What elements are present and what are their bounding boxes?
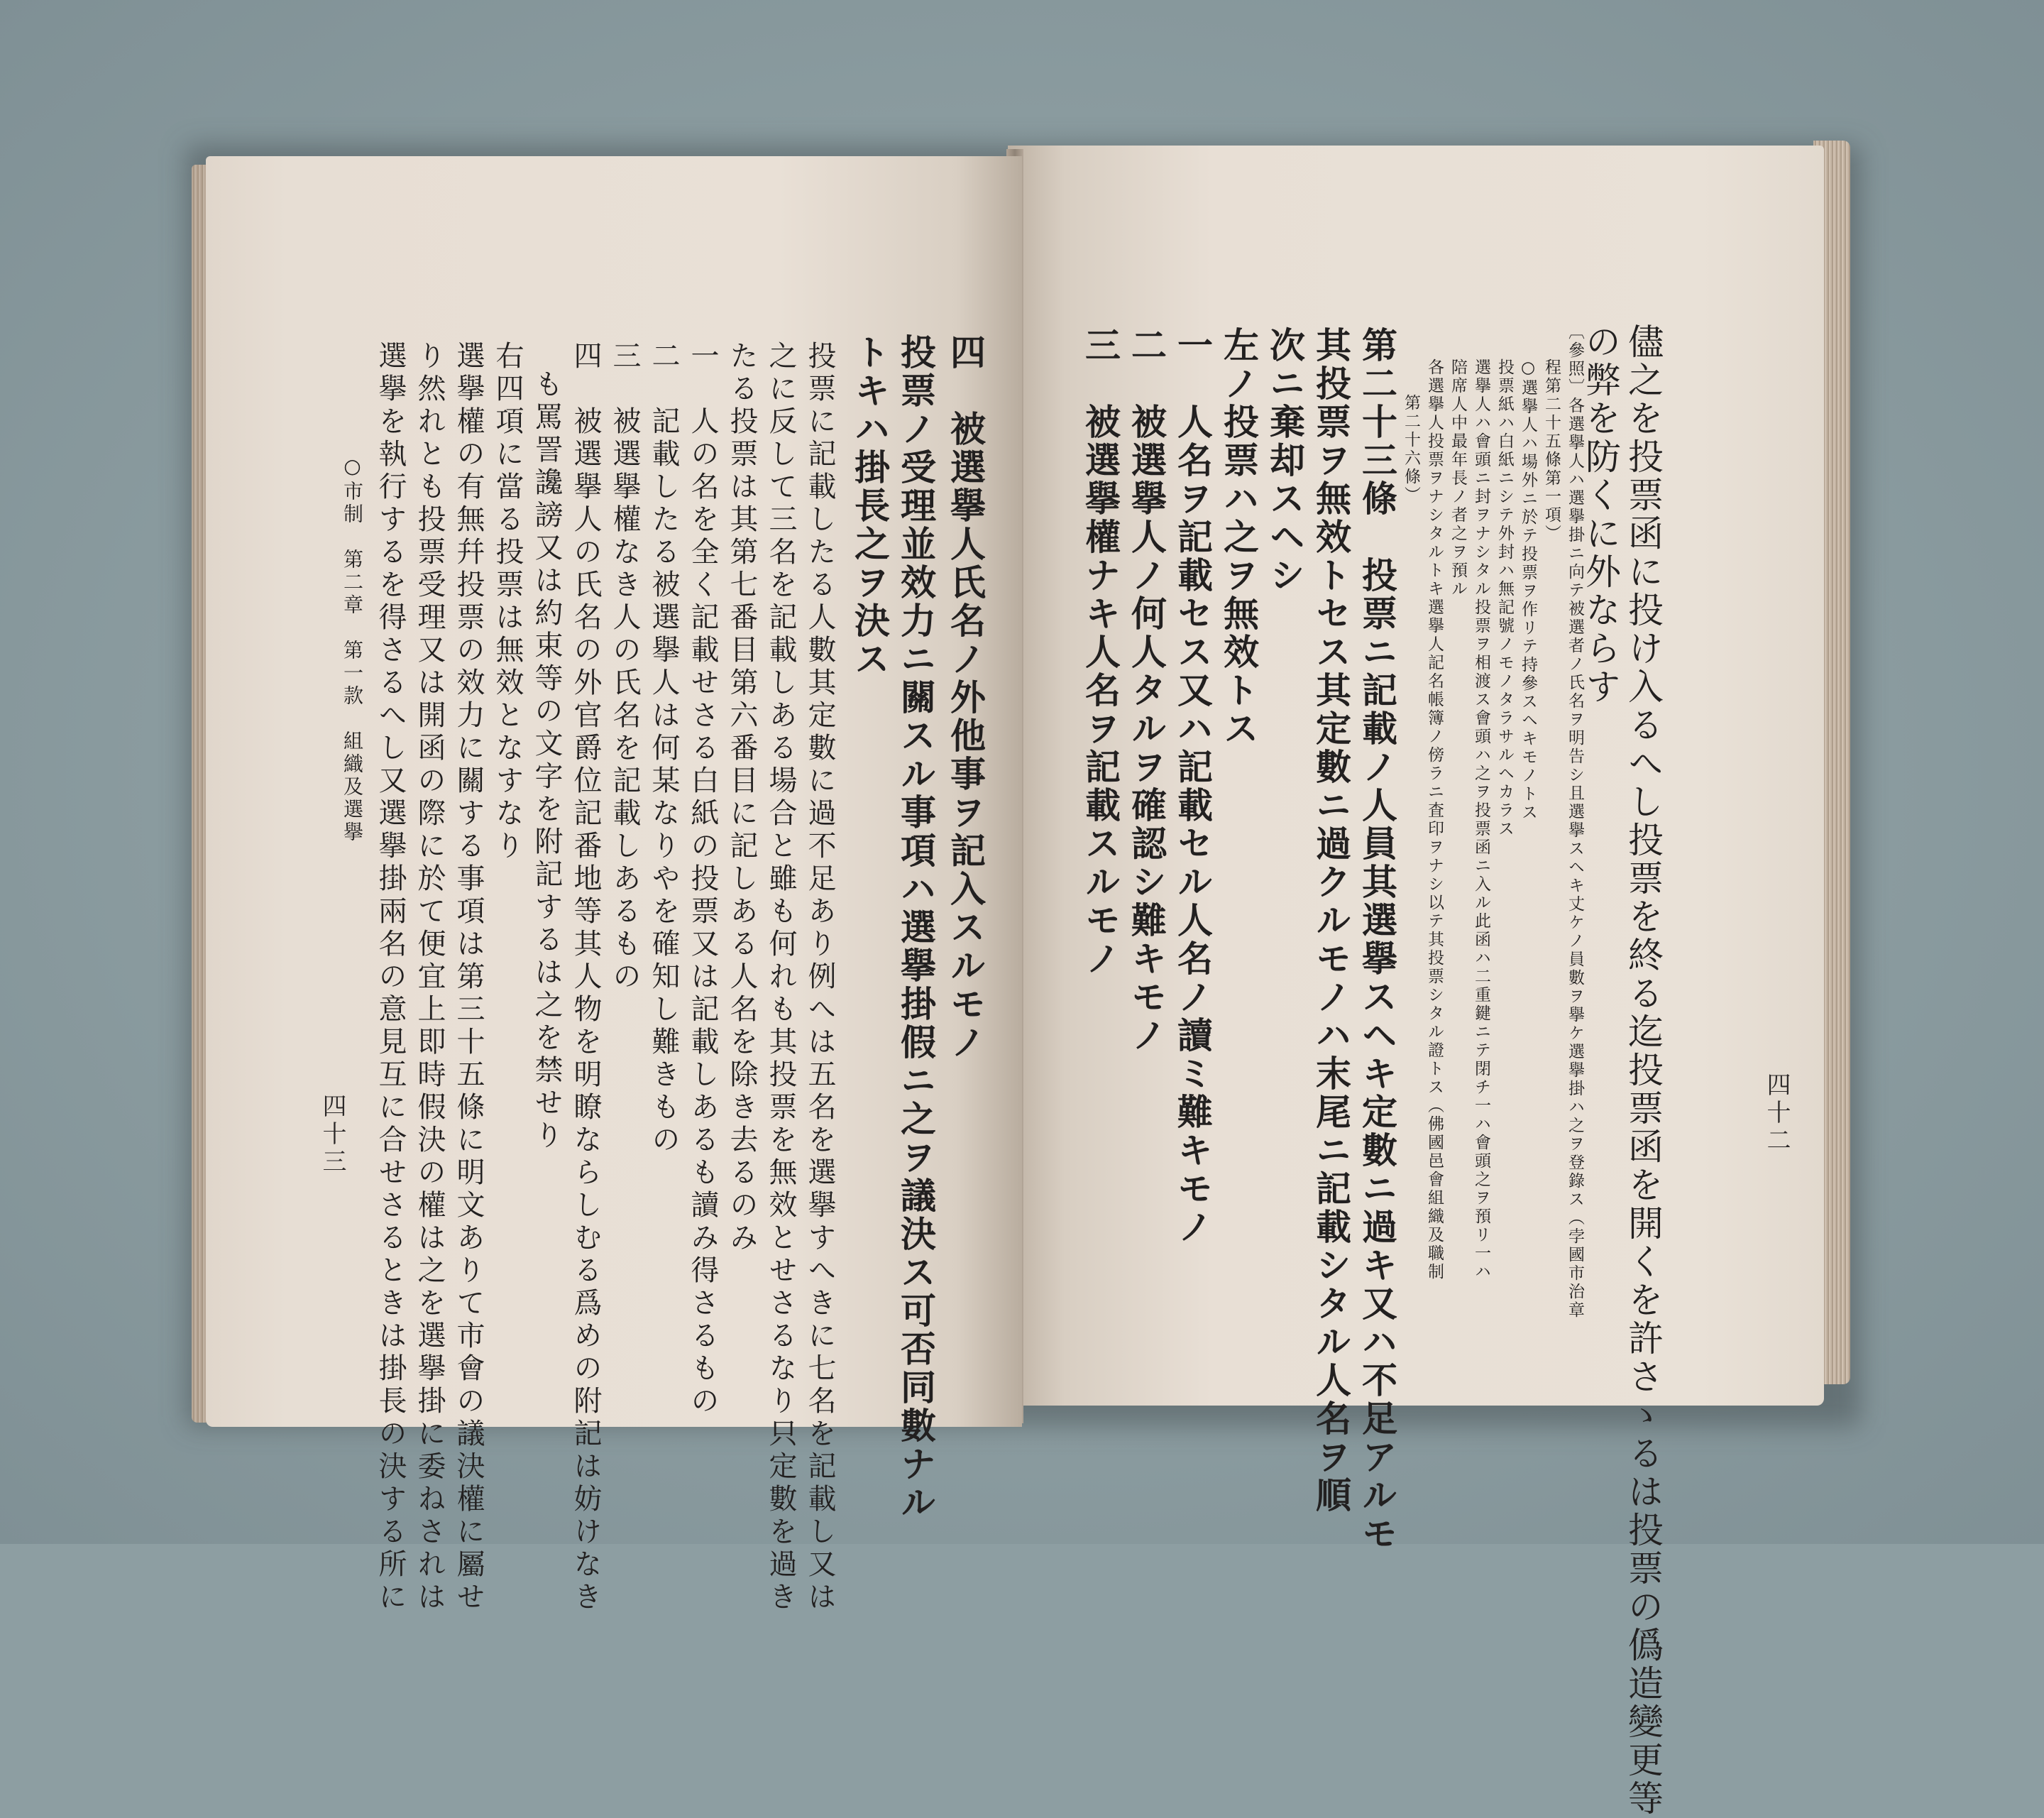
- left-page-commentary-line-1: 投票に記載したる人數其定數に過不足あり例へは五名を選擧すへきに七名を記載し又は: [803, 341, 836, 1614]
- left-page-commentary-line-11: り然れとも投票受理又は開函の際に於て便宜上即時假決の權は之を選擧掛に委ねされは: [413, 341, 446, 1614]
- right-page-number: 四十二: [1762, 1072, 1791, 1155]
- right-page-article-23-line-2: 其投票ヲ無效トセス其定數ニ過クルモノハ末尾ニ記載シタル人名ヲ順: [1310, 327, 1352, 1515]
- right-page-line-9: 各選擧人投票ヲナシタルトキ選擧人記名帳簿ノ傍ラニ査印ヲナシ以テ其投票シタル證トス（佛國邑會組織及職制: [1425, 358, 1444, 1281]
- left-page-article-line-1: 投票ノ受理並效力ニ關スル事項ハ選擧掛假ニ之ヲ議決ス可否同數ナル: [895, 334, 937, 1522]
- right-page-line-6: 投票紙ハ白紙ニシテ外封ハ無記號ノモノタラサルヘカラス: [1495, 358, 1514, 838]
- left-page-commentary-line-2: 之に反して三名を記載しある場合と雖も何れも其投票を無效とせさるなり只定數を過き: [764, 341, 797, 1614]
- right-page-line-7: 選擧人ハ會頭ニ封ヲナシタル投票ヲ相渡ス會頭ハ之ヲ投票函ニ入ル此函ハ二重鍵ニテ閉チ一ハ會頭之ヲ預リ一ハ: [1472, 358, 1490, 1281]
- left-page-commentary-line-7: 四 被選擧人の氏名の外官爵位記番地等其人物を明瞭ならしむる爲めの附記は妨けなき: [569, 341, 602, 1614]
- right-page-line-4: 程第二十五條第一項）: [1542, 358, 1561, 543]
- right-page-line-2: の弊を防くに外ならす: [1580, 323, 1621, 706]
- left-page-commentary-line-5: 二 記載したる被選擧人は何某なりやを確知し難きもの: [647, 341, 680, 1157]
- right-page-line-3: 〔參照〕各選擧人ハ選擧掛ニ向テ被選者ノ氏名ヲ明告シ且選擧スヘキ丈ケノ員數ヲ擧ケ選擧掛ハ之ヲ登錄ス（孛國市治章: [1566, 323, 1584, 1320]
- right-page-item-1: 一 人名ヲ記載セス又ハ記載セル人名ノ讀ミ難キモノ: [1172, 327, 1214, 1247]
- right-page-item-2: 二 被選擧人ノ何人タルヲ確認シ難キモノ: [1126, 327, 1167, 1055]
- right-page-line-1: 儘之を投票函に投け入るへし投票を終る迄投票函を開くを許さゝるは投票の僞造變更等: [1622, 323, 1664, 1818]
- left-page-commentary-line-4: 一 人の名を全く記載せさる白紙の投票又は記載しあるも讀み得さるもの: [686, 341, 719, 1418]
- left-page-footer: ○市制 第二章 第一款 組織及選擧: [341, 454, 364, 844]
- left-page-number: 四十三: [318, 1093, 346, 1176]
- left-page-commentary-line-9: 右四項に當る投票は無效となすなり: [491, 341, 524, 863]
- right-page-item-3: 三 被選擧權ナキ人名ヲ記載スルモノ: [1079, 327, 1121, 978]
- left-page-commentary-line-6: 三 被選擧權なき人の氏名を記載しあるもの: [608, 341, 641, 994]
- right-page-article-23-line-3: 次ニ棄却スヘシ: [1264, 327, 1306, 595]
- right-page-line-10: 第二十六條）: [1402, 394, 1420, 505]
- left-page-article-line-2: トキハ掛長之ヲ決ス: [849, 334, 891, 679]
- left-page-item-4: 四 被選擧人氏名ノ外他事ヲ記入スルモノ: [945, 334, 987, 1062]
- left-page-commentary-line-3: たる投票は其第七番目第六番目に記しある人名を除き去るのみ: [725, 341, 758, 1255]
- left-page-commentary-line-12: 選擧を執行するを得さるへし又選擧掛兩名の意見互に合せさるときは掛長の決する所に: [374, 341, 407, 1614]
- right-page-article-23-line-4: 左ノ投票ハ之ヲ無效トス: [1218, 327, 1260, 748]
- left-page-commentary-line-10: 選擧權の有無幷投票の效力に關する事項は第三十五條に明文ありて市會の議決權に屬せ: [452, 341, 485, 1614]
- left-page-commentary-line-8: も罵詈讒謗又は約束等の文字を附記するは之を禁せり: [530, 369, 563, 1153]
- right-page-line-5: ○選擧人ハ場外ニ於テ投票ヲ作リテ持參スヘキモノトス: [1519, 358, 1537, 822]
- right-page-article-23-line-1: 第二十三條 投票ニ記載ノ人員其選擧スヘキ定數ニ過キ又ハ不足アルモ: [1356, 327, 1398, 1553]
- right-page-line-8: 陪席人中最年長ノ者之ヲ預ル: [1449, 358, 1467, 598]
